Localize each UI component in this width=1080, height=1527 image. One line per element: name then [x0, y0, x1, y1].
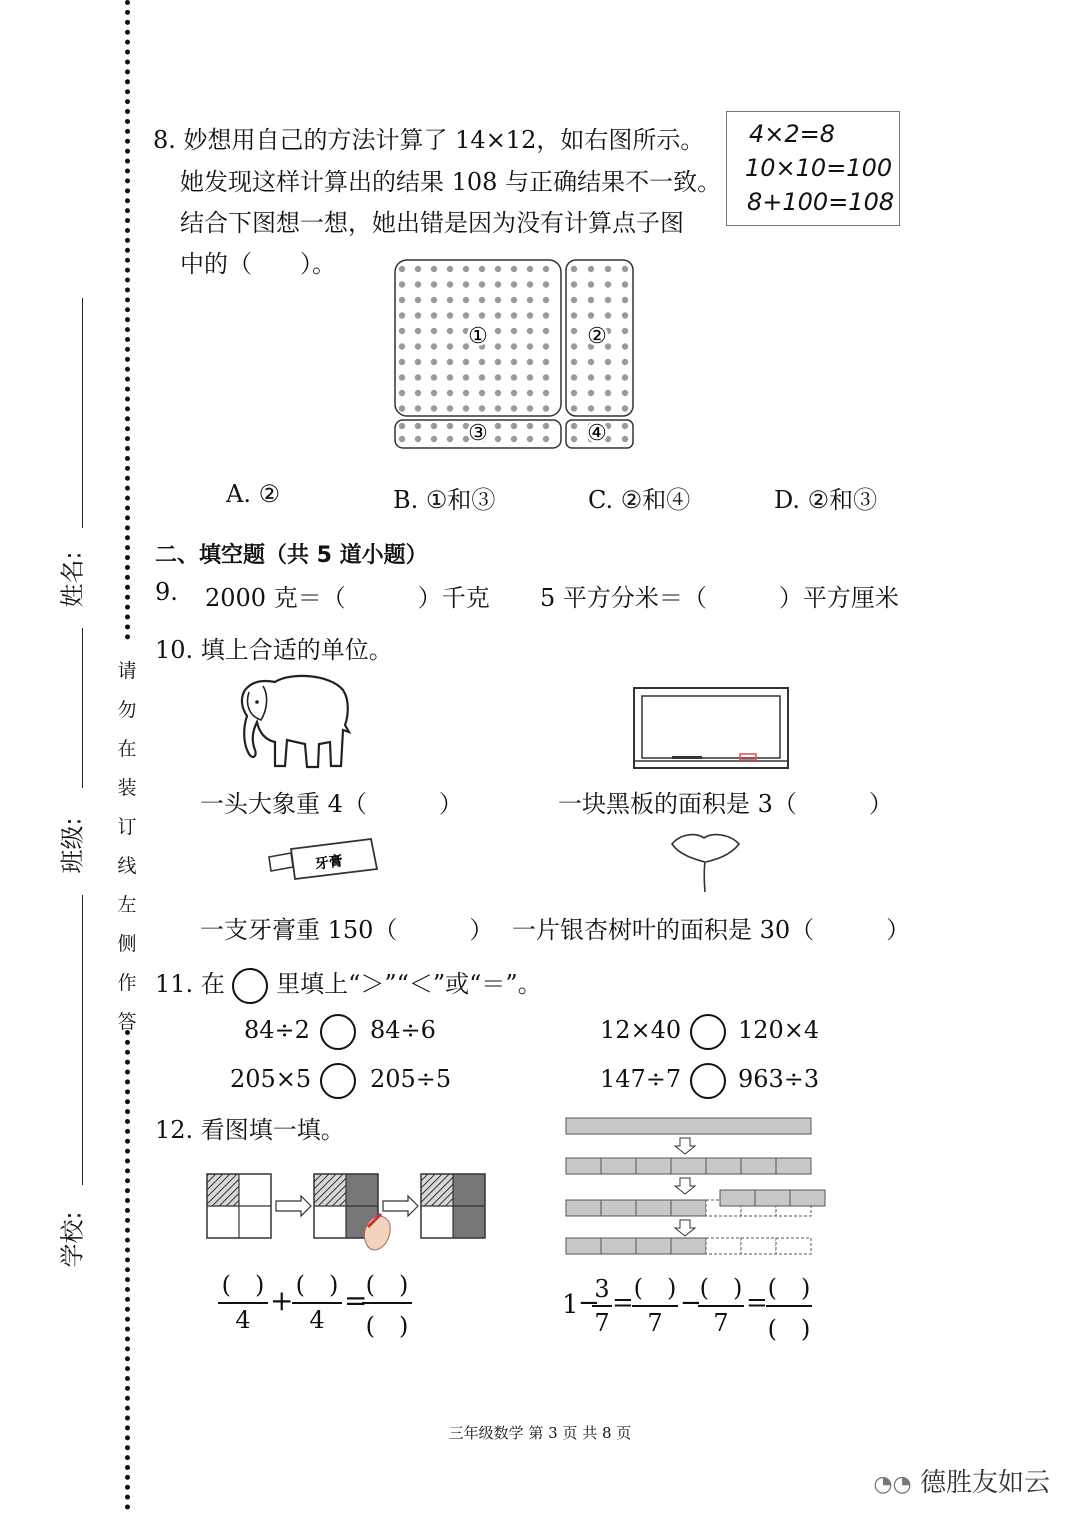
- binding-warning: 请 勿 在 装 订 线 左 侧 作 答: [117, 660, 137, 1033]
- grid-dot: [527, 359, 533, 365]
- q11-row1-left: 84÷2: [244, 1016, 310, 1044]
- grid-dot: [511, 328, 517, 334]
- handwritten-calculation: [726, 111, 900, 226]
- grid-dot: [622, 297, 628, 303]
- q12-title: 12. 看图填一填。: [155, 1116, 345, 1144]
- frac-3-7-den: 7: [594, 1309, 610, 1337]
- bar-empty-slot: [706, 1238, 741, 1254]
- bar-removed-cell: [755, 1190, 790, 1206]
- grid-dot: [415, 328, 421, 334]
- grid-dot: [447, 328, 453, 334]
- q11-title-pre: 11. 在: [155, 970, 225, 998]
- grid-dot: [399, 359, 405, 365]
- grid-dot: [495, 405, 501, 411]
- grid-dot: [543, 266, 549, 272]
- grid-dot: [431, 328, 437, 334]
- grid-dot: [447, 405, 453, 411]
- grid-dot: [399, 405, 405, 411]
- grid-dot: [399, 266, 405, 272]
- bar-seventh-cell: [741, 1158, 776, 1174]
- grid-dot: [463, 312, 469, 318]
- grid-dot: [622, 281, 628, 287]
- grid-dot: [588, 281, 594, 287]
- grid-dot: [588, 374, 594, 380]
- grid-dot: [543, 328, 549, 334]
- q11-row2-left: 12×40: [600, 1016, 682, 1044]
- region-1-label: ①: [468, 324, 488, 349]
- q12-minus-2: −: [680, 1288, 702, 1318]
- grid-dot: [399, 436, 405, 442]
- school-label: 学校:: [58, 1211, 87, 1268]
- grid-dot: [527, 423, 533, 429]
- binding-line-top: [125, 0, 130, 640]
- grid-dot: [495, 359, 501, 365]
- bar-result-cell: [671, 1238, 706, 1254]
- grid-dot: [447, 343, 453, 349]
- grid-dot: [622, 405, 628, 411]
- grid-dot: [415, 266, 421, 272]
- grid-dot: [415, 405, 421, 411]
- grid-dot: [399, 281, 405, 287]
- bar-seventh-cell: [601, 1158, 636, 1174]
- grid-dot: [511, 374, 517, 380]
- grid-dot: [571, 297, 577, 303]
- grid-dot: [511, 436, 517, 442]
- bar-result-cell: [566, 1238, 601, 1254]
- name-line: [82, 298, 83, 528]
- grid-dot: [479, 405, 485, 411]
- grid-dot: [447, 436, 453, 442]
- class-line: [82, 628, 83, 788]
- grid-dot: [415, 312, 421, 318]
- grid-dot: [415, 423, 421, 429]
- grid-dot: [588, 359, 594, 365]
- bar-seventh-cell: [566, 1158, 601, 1174]
- q11-circle-1[interactable]: [320, 1014, 356, 1050]
- q12-equals-r1: =: [612, 1288, 634, 1318]
- grid-dot: [605, 297, 611, 303]
- q9-part2: 5 平方分米＝（ ）平方厘米: [540, 584, 899, 612]
- q12-equals-r2: =: [746, 1288, 768, 1318]
- q12-frac-three-sevenths: [592, 1275, 612, 1337]
- frac-r1-den: 7: [647, 1309, 663, 1337]
- grid-dot: [527, 374, 533, 380]
- grid-dot: [463, 405, 469, 411]
- grid-dot: [495, 374, 501, 380]
- grid-dot: [495, 266, 501, 272]
- school-line: [82, 895, 83, 1185]
- grid-dot: [622, 390, 628, 396]
- toothpaste-label: 牙膏: [314, 853, 344, 873]
- q8-line2: 她发现这样计算出的结果 108 与正确结果不一致。: [180, 168, 722, 196]
- q11-title: [155, 964, 542, 1004]
- bar-result-cell: [636, 1238, 671, 1254]
- grid-dot: [605, 266, 611, 272]
- bar-seventh-cell: [671, 1158, 706, 1174]
- q11-title-circle: [232, 968, 268, 1004]
- grid-dot: [399, 390, 405, 396]
- q11-circle-3[interactable]: [320, 1063, 356, 1099]
- bar-remaining-cell: [636, 1200, 671, 1216]
- bar-empty-slot: [776, 1238, 811, 1254]
- grid-dot: [431, 436, 437, 442]
- grid-dot: [463, 390, 469, 396]
- q10-leaf: 一片银杏树叶的面积是 30（ ）: [512, 916, 911, 944]
- q8-line3: 结合下图想一想，她出错是因为没有计算点子图: [180, 209, 684, 237]
- toothpaste-image: [265, 835, 380, 887]
- grid-dot: [511, 312, 517, 318]
- grid-dot: [511, 359, 517, 365]
- q10-elephant: 一头大象重 4（ ）: [200, 790, 463, 818]
- grid-dot: [431, 281, 437, 287]
- q11-row3-left: 205×5: [230, 1065, 312, 1093]
- q10-blackboard: 一块黑板的面积是 3（ ）: [558, 790, 893, 818]
- grid-dot: [495, 436, 501, 442]
- grid-dot: [399, 423, 405, 429]
- grid-dot: [479, 374, 485, 380]
- name-label: 姓名:: [58, 551, 87, 608]
- q11-title-post: 里填上“＞”“＜”或“＝”。: [276, 970, 542, 998]
- grid-dot: [605, 281, 611, 287]
- grid-dot: [622, 328, 628, 334]
- grid-dot: [447, 359, 453, 365]
- grid-dot: [622, 312, 628, 318]
- grid-dot: [431, 312, 437, 318]
- grid-dot: [605, 405, 611, 411]
- grid-dot: [511, 281, 517, 287]
- grid-dot: [463, 266, 469, 272]
- frac-r2-num: ( ): [699, 1274, 743, 1302]
- frac-r2-den: 7: [713, 1309, 729, 1337]
- bar-remaining-cell: [601, 1200, 636, 1216]
- grid-dot: [622, 266, 628, 272]
- q12-equals-left: =: [344, 1284, 368, 1317]
- grid-dot: [463, 359, 469, 365]
- wechat-icon: ◔◔: [873, 1472, 912, 1497]
- grid-dot: [605, 359, 611, 365]
- frac-left-2-den: 4: [309, 1306, 325, 1334]
- frac-left-1-num: ( ): [221, 1271, 265, 1299]
- frac-r3-num: ( ): [767, 1274, 811, 1302]
- grid-dot: [447, 390, 453, 396]
- grid-dot: [495, 312, 501, 318]
- grid-dot: [479, 312, 485, 318]
- grid-dot: [527, 328, 533, 334]
- grid-dot: [571, 436, 577, 442]
- grid-dot: [543, 436, 549, 442]
- grid-dot: [431, 359, 437, 365]
- grid-dot: [399, 297, 405, 303]
- bar-seventh-cell: [706, 1158, 741, 1174]
- q12-frac-right-1: [632, 1268, 678, 1337]
- grid-dot: [543, 390, 549, 396]
- grid-dot: [399, 374, 405, 380]
- grid-dot: [495, 423, 501, 429]
- grid-dot: [511, 266, 517, 272]
- q12-frac-right-3: [766, 1268, 812, 1344]
- q10-title: 10. 填上合适的单位。: [155, 636, 393, 664]
- grid-dot: [511, 390, 517, 396]
- grid-dot: [527, 312, 533, 318]
- grid-dot: [447, 374, 453, 380]
- region-4-label: ④: [587, 421, 607, 446]
- grid-dot: [479, 359, 485, 365]
- grid-dot: [571, 374, 577, 380]
- q12-frac-left-3: [362, 1265, 412, 1341]
- grid-dot: [543, 281, 549, 287]
- grid-dot: [447, 312, 453, 318]
- grid-dot: [527, 266, 533, 272]
- grid-dot: [571, 343, 577, 349]
- grid-dot: [479, 390, 485, 396]
- q12-frac-right-2: [698, 1268, 744, 1337]
- grid-dot: [463, 374, 469, 380]
- elephant-image: [235, 670, 355, 775]
- q11-circle-4[interactable]: [690, 1063, 726, 1099]
- grid-dot: [527, 436, 533, 442]
- frac-left-3-den: ( ): [365, 1312, 409, 1340]
- bar-result-cell: [601, 1238, 636, 1254]
- grid-dot: [399, 343, 405, 349]
- grid-dot: [571, 312, 577, 318]
- q9-number: 9.: [155, 578, 178, 606]
- grid-dot: [399, 328, 405, 334]
- grid-dot: [431, 374, 437, 380]
- grid-dot: [447, 266, 453, 272]
- grid-dot: [415, 359, 421, 365]
- grid-dot: [605, 390, 611, 396]
- q12-plus: +: [270, 1284, 294, 1317]
- q11-row4-right: 963÷3: [738, 1065, 820, 1093]
- grid-dot: [588, 390, 594, 396]
- hand-line-1: 4×2=8: [749, 120, 836, 148]
- q8-line4: 中的（ ）。: [180, 250, 336, 278]
- grid-dot: [399, 312, 405, 318]
- grid-dot: [588, 312, 594, 318]
- bar-removed-cell: [790, 1190, 825, 1206]
- grid-dot: [622, 436, 628, 442]
- bar-remaining-cell: [566, 1200, 601, 1216]
- grid-dot: [527, 405, 533, 411]
- page-footer: 三年级数学 第 3 页 共 8 页: [448, 1424, 632, 1442]
- q8-line1: 8. 妙想用自己的方法计算了 14×12，如右图所示。: [153, 126, 705, 154]
- bar-empty-slot: [741, 1238, 776, 1254]
- grid-dot: [543, 405, 549, 411]
- frac-r1-num: ( ): [633, 1274, 677, 1302]
- grid-dot: [431, 266, 437, 272]
- grid-dot: [527, 281, 533, 287]
- grid-dot: [622, 359, 628, 365]
- grid-dot: [495, 343, 501, 349]
- bar-remaining-cell: [671, 1200, 706, 1216]
- watermark: [873, 1462, 1050, 1499]
- grid-dot: [431, 297, 437, 303]
- grid-dot: [571, 359, 577, 365]
- q8-option-a[interactable]: A. ②: [226, 480, 281, 508]
- grid-dot: [511, 343, 517, 349]
- q12-minus-1: −: [578, 1288, 600, 1318]
- grid-dot: [431, 343, 437, 349]
- hand-line-3: 8+100=108: [747, 188, 895, 216]
- grid-dot: [463, 281, 469, 287]
- q12-frac-left-1: [218, 1265, 268, 1334]
- grid-dot: [527, 390, 533, 396]
- q11-row4-left: 147÷7: [600, 1065, 682, 1093]
- q9-part1: 2000 克＝（ ）千克: [205, 584, 490, 612]
- hand-line-2: 10×10=100: [745, 154, 893, 182]
- grid-dot: [571, 328, 577, 334]
- grid-dot: [543, 297, 549, 303]
- grid-dot: [571, 390, 577, 396]
- blackboard-image: [632, 686, 790, 771]
- bar-removed-cell: [720, 1190, 755, 1206]
- grid-dot: [527, 343, 533, 349]
- q11-row2-right: 120×4: [738, 1016, 820, 1044]
- grid-dot: [495, 328, 501, 334]
- q11-circle-2[interactable]: [690, 1014, 726, 1050]
- grid-dot: [431, 390, 437, 396]
- q8-option-c[interactable]: C. ②和④: [588, 486, 691, 514]
- grid-dot: [543, 359, 549, 365]
- fraction-squares-diagram: [205, 1170, 490, 1255]
- ginkgo-leaf-image: [668, 830, 743, 895]
- grid-dot: [479, 297, 485, 303]
- grid-dot: [511, 297, 517, 303]
- grid-dot: [588, 266, 594, 272]
- grid-dot: [511, 423, 517, 429]
- q8-option-b[interactable]: B. ①和③: [393, 486, 496, 514]
- grid-dot: [431, 405, 437, 411]
- grid-dot: [479, 281, 485, 287]
- q11-row3-right: 205÷5: [370, 1065, 452, 1093]
- grid-dot: [571, 281, 577, 287]
- grid-dot: [495, 281, 501, 287]
- grid-dot: [463, 297, 469, 303]
- grid-dot: [571, 423, 577, 429]
- frac-left-3-num: ( ): [365, 1271, 409, 1299]
- grid-dot: [605, 312, 611, 318]
- frac-r3-den: ( ): [767, 1315, 811, 1343]
- dot-grid-diagram: [390, 255, 640, 455]
- grid-dot: [543, 374, 549, 380]
- grid-dot: [543, 343, 549, 349]
- grid-dot: [415, 374, 421, 380]
- watermark-text: 德胜友如云: [919, 1468, 1050, 1498]
- frac-left-2-num: ( ): [295, 1271, 339, 1299]
- grid-dot: [415, 436, 421, 442]
- bar-seventh-cell: [776, 1158, 811, 1174]
- q10-toothpaste: 一支牙膏重 150（ ）: [200, 916, 494, 944]
- q11-row1-right: 84÷6: [370, 1016, 436, 1044]
- grid-dot: [495, 390, 501, 396]
- grid-dot: [571, 266, 577, 272]
- q12-one: 1: [562, 1290, 579, 1320]
- bar-subtraction-diagram: [560, 1112, 830, 1262]
- q8-option-d[interactable]: D. ②和③: [774, 486, 878, 514]
- frac-3-7-num: 3: [594, 1275, 610, 1303]
- grid-dot: [527, 297, 533, 303]
- grid-dot: [511, 405, 517, 411]
- region-3-label: ③: [468, 421, 488, 446]
- grid-dot: [622, 374, 628, 380]
- grid-dot: [447, 297, 453, 303]
- class-label: 班级:: [58, 817, 87, 874]
- region-2-label: ②: [587, 324, 607, 349]
- grid-dot: [447, 423, 453, 429]
- grid-dot: [622, 423, 628, 429]
- grid-dot: [622, 343, 628, 349]
- grid-dot: [415, 281, 421, 287]
- grid-dot: [605, 374, 611, 380]
- grid-dot: [415, 343, 421, 349]
- grid-dot: [588, 297, 594, 303]
- grid-dot: [571, 405, 577, 411]
- grid-dot: [543, 312, 549, 318]
- grid-dot: [431, 423, 437, 429]
- grid-dot: [543, 423, 549, 429]
- grid-dot: [415, 390, 421, 396]
- grid-dot: [495, 297, 501, 303]
- grid-dot: [447, 281, 453, 287]
- section-2-title: 二、填空题（共 5 道小题）: [155, 543, 428, 568]
- bar-seventh-cell: [636, 1158, 671, 1174]
- q12-frac-left-2: [292, 1265, 342, 1334]
- grid-dot: [415, 297, 421, 303]
- grid-dot: [479, 266, 485, 272]
- grid-dot: [588, 405, 594, 411]
- frac-left-1-den: 4: [235, 1306, 251, 1334]
